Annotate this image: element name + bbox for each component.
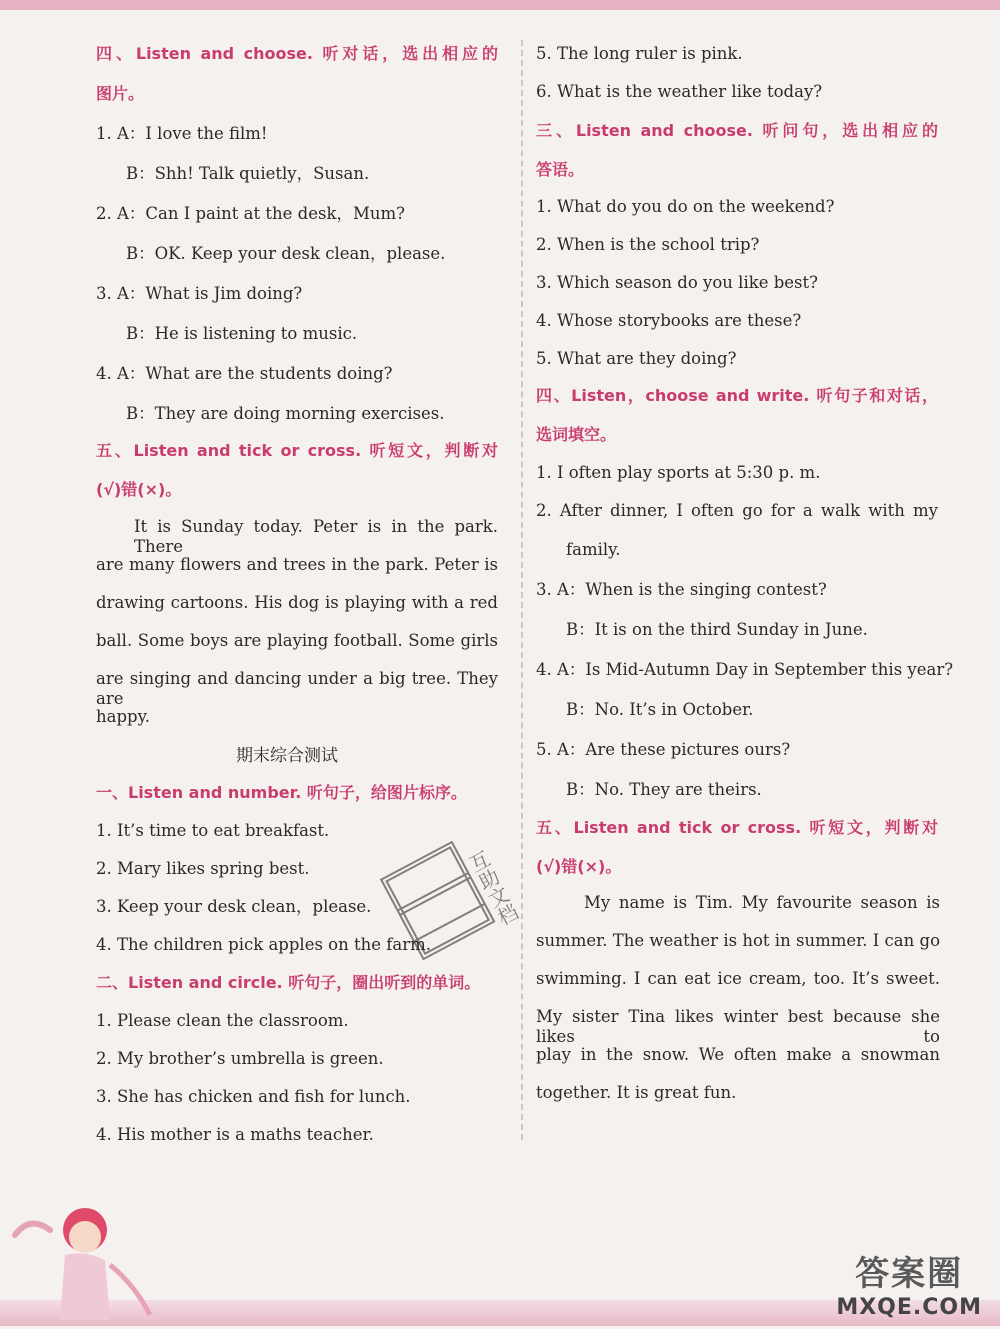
section-heading: 二、Listen and circle. 听句子，圈出听到的单词。 <box>96 973 481 992</box>
paragraph-line: My name is Tim. My favourite season is <box>584 893 940 912</box>
list-item: 1. A：I love the film! <box>96 124 268 143</box>
list-item: 6. What is the weather like today? <box>536 82 823 101</box>
list-item: B：OK. Keep your desk clean，please. <box>126 244 446 263</box>
list-item: 4. His mother is a maths teacher. <box>96 1125 374 1144</box>
list-item: 5. The long ruler is pink. <box>536 44 743 63</box>
list-item: 1. It’s time to eat breakfast. <box>96 821 330 840</box>
list-item: 3. Which season do you like best? <box>536 273 819 292</box>
paragraph-line: happy. <box>96 707 150 726</box>
list-item: 5. A：Are these pictures ours? <box>536 740 791 759</box>
paragraph-line: swimming. I can eat ice cream, too. It’s sweet. <box>536 969 940 988</box>
column-divider <box>521 40 523 1140</box>
paragraph-line: are many flowers and trees in the park. Peter is <box>96 555 498 574</box>
list-item: 2. A：Can I paint at the desk，Mum? <box>96 204 405 223</box>
section-heading: 三、Listen and choose. 听问句，选出相应的 <box>536 121 938 140</box>
list-item: 4. The children pick apples on the farm. <box>96 935 431 954</box>
section-heading: (√)错(×)。 <box>96 480 182 499</box>
paragraph-line: are singing and dancing under a big tree. They are <box>96 669 498 708</box>
list-item: 2. My brother’s umbrella is green. <box>96 1049 384 1068</box>
section-heading: 五、Listen and tick or cross. 听短文，判断对 <box>96 441 498 460</box>
list-item: 2. When is the school trip? <box>536 235 760 254</box>
section-heading: 图片。 <box>96 84 145 103</box>
section-heading: 四、Listen and choose. 听对话，选出相应的 <box>96 44 498 63</box>
site-logo <box>836 1246 982 1320</box>
section-heading: (√)错(×)。 <box>536 857 622 876</box>
list-item: 5. What are they doing? <box>536 349 737 368</box>
list-item: 4. A：What are the students doing? <box>96 364 393 383</box>
section-heading: 四、Listen，choose and write. 听句子和对话， <box>536 386 938 405</box>
watermark-text: 互助文档 <box>462 847 522 930</box>
list-item: B：He is listening to music. <box>126 324 358 343</box>
list-item: 3. She has chicken and fish for lunch. <box>96 1087 411 1106</box>
list-item: 3. A：When is the singing contest? <box>536 580 827 599</box>
section-heading: 一、Listen and number. 听句子，给图片标序。 <box>96 783 467 802</box>
paragraph-line: It is Sunday today. Peter is in the park. There <box>134 517 498 556</box>
list-item: 4. A：Is Mid-Autumn Day in September this year? <box>536 660 954 679</box>
list-item: 1. What do you do on the weekend? <box>536 197 835 216</box>
list-item: 3. A：What is Jim doing? <box>96 284 303 303</box>
paragraph-line: play in the snow. We often make a snowman <box>536 1045 940 1064</box>
list-item: 3. Keep your desk clean，please. <box>96 897 372 916</box>
paragraph-line: drawing cartoons. His dog is playing with a red <box>96 593 498 612</box>
paragraph-line: summer. The weather is hot in summer. I can go <box>536 931 940 950</box>
list-item: family. <box>566 540 621 559</box>
list-item: B：It is on the third Sunday in June. <box>566 620 868 639</box>
list-item: 1. I often play sports at 5:30 p. m. <box>536 463 821 482</box>
paragraph-line: ball. Some boys are playing football. Some girls <box>96 631 498 650</box>
paragraph-line: My sister Tina likes winter best because she likes to <box>536 1007 940 1046</box>
logo-main-text: 答案圈 <box>855 1254 964 1294</box>
list-item: B：No. They are theirs. <box>566 780 762 799</box>
list-item: B：They are doing morning exercises. <box>126 404 445 423</box>
cartoon-girl-illustration <box>10 1195 160 1329</box>
top-decorative-band <box>0 0 1000 10</box>
list-item: B：Shh! Talk quietly，Susan. <box>126 164 370 183</box>
paragraph-line: together. It is great fun. <box>536 1083 737 1102</box>
exam-title: 期末综合测试 <box>236 746 338 766</box>
list-item: 2. Mary likes spring best. <box>96 859 310 878</box>
list-item: 2. After dinner, I often go for a walk with my <box>536 501 938 520</box>
list-item: B：No. It’s in October. <box>566 700 754 719</box>
section-heading: 五、Listen and tick or cross. 听短文，判断对 <box>536 818 938 837</box>
list-item: 1. Please clean the classroom. <box>96 1011 349 1030</box>
section-heading: 选词填空。 <box>536 425 617 444</box>
section-heading: 答语。 <box>536 160 585 179</box>
logo-domain-text: MXQE.COM <box>836 1295 982 1320</box>
list-item: 4. Whose storybooks are these? <box>536 311 802 330</box>
